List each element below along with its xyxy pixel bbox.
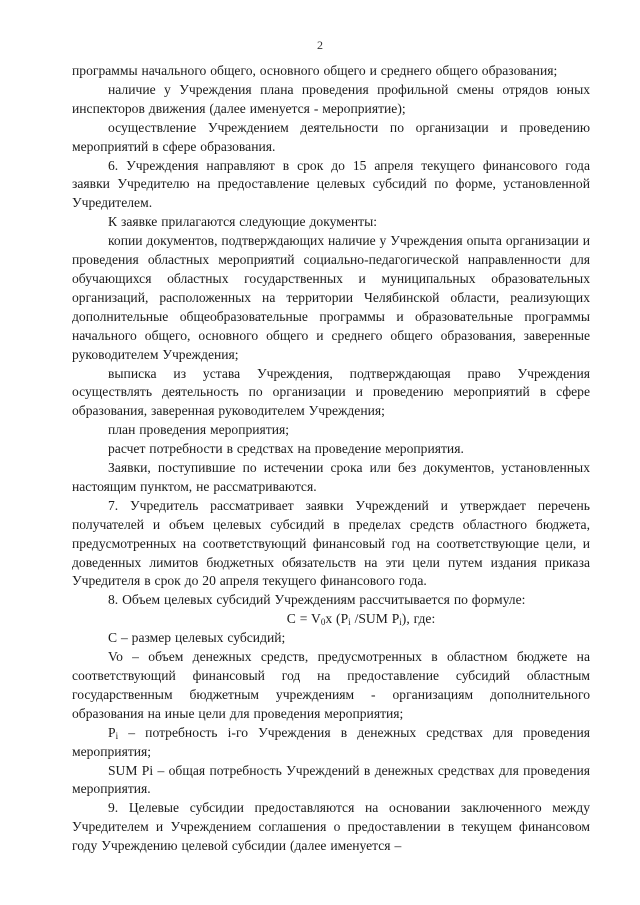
formula-lhs: C = V: [286, 611, 321, 627]
paragraph-def-vo: Vo – объем денежных средств, предусмотренных в областном бюджете на соответствующий финансовый год на предоставление субсидий областным государственным бюджетным учреждениям - организациям дополнительного образования на иные цели для проведения мероприятия;: [72, 649, 590, 721]
formula-sum: /SUM P: [350, 611, 400, 627]
formula-sum-subscript: i: [399, 617, 402, 628]
page-number: 2: [317, 38, 323, 52]
paragraph-def-sum-pi: SUM Pi – общая потребность Учреждений в денежных средствах для проведения мероприятия.: [72, 762, 590, 797]
formula-p-subscript: i: [348, 617, 351, 628]
paragraph-event-plan: план проведения мероприятия;: [108, 422, 290, 438]
def-pi-text: – потребность i-го Учреждения в денежных средствах для проведения мероприятия;: [72, 724, 590, 759]
paragraph-needs-calculation: расчет потребности в средствах на проведение мероприятия.: [108, 441, 464, 457]
paragraph-def-pi: [72, 724, 590, 762]
def-pi-symbol: P: [108, 724, 116, 740]
paragraph-activity: осуществление Учреждением деятельности по организации и проведению мероприятий в сфере образования.: [72, 119, 590, 154]
paragraph-charter-extract: выписка из устава Учреждения, подтверждающая право Учреждения осуществлять деятельность по организации и проведению мероприятий в сфере образования, заверенная руководителем Учреждения;: [72, 365, 590, 419]
def-pi-subscript: i: [115, 730, 119, 741]
paragraph-plan: наличие у Учреждения плана проведения профильной смены отрядов юных инспекторов движения (далее именуется - мероприятие);: [72, 81, 590, 116]
paragraph-late-applications: Заявки, поступившие по истечении срока или без документов, установленных настоящим пунктом, не рассматриваются.: [72, 460, 590, 494]
paragraph-item-9: 9. Целевые субсидии предоставляются на основании заключенного между Учредителем и Учреждением соглашения о предоставлении в текущем финансовом году Учреждению целевой субсидии (далее именуется –: [72, 800, 590, 854]
formula-v-subscript: 0: [320, 617, 326, 628]
paragraph-copies: копии документов, подтверждающих наличие у Учреждения опыта организации и проведения областных мероприятий социально-педагогической направленности для обучающихся областных государственных и муниципальных образовательных организаций, расположенных на территории Челябинской области, реализующих дополнительные общеобразовательные программы и образовательные программы начального общего, основного общего и среднего общего образования, заверенные руководителем Учреждения;: [72, 233, 590, 362]
paragraph-item-7: 7. Учредитель рассматривает заявки Учреждений и утверждает перечень получателей и объем целевых субсидий в пределах средств областного бюджета, предусмотренных на соответствующий финансовый год на соответствующие цели, и доведенных лимитов бюджетных обязательств на эти цели путем издания приказа Учредителя в срок до 20 апреля текущего финансового года.: [72, 497, 590, 589]
paragraph-programs: программы начального общего, основного общего и среднего общего образования;: [72, 63, 558, 78]
paragraph-attachments-intro: К заявке прилагаются следующие документы:: [108, 214, 377, 230]
formula-mid: x (P: [325, 611, 349, 627]
paragraph-item-6: 6. Учреждения направляют в срок до 15 апреля текущего финансового года заявки Учредителю на предоставление целевых субсидий по форме, установленной Учредителем.: [72, 157, 590, 211]
paragraph-item-8: 8. Объем целевых субсидий Учреждениям рассчитывается по формуле:: [108, 592, 526, 608]
paragraph-def-c: С – размер целевых субсидий;: [108, 630, 286, 646]
document-body: [72, 62, 590, 856]
formula: [72, 610, 590, 629]
formula-rhs: ), где:: [401, 611, 436, 627]
